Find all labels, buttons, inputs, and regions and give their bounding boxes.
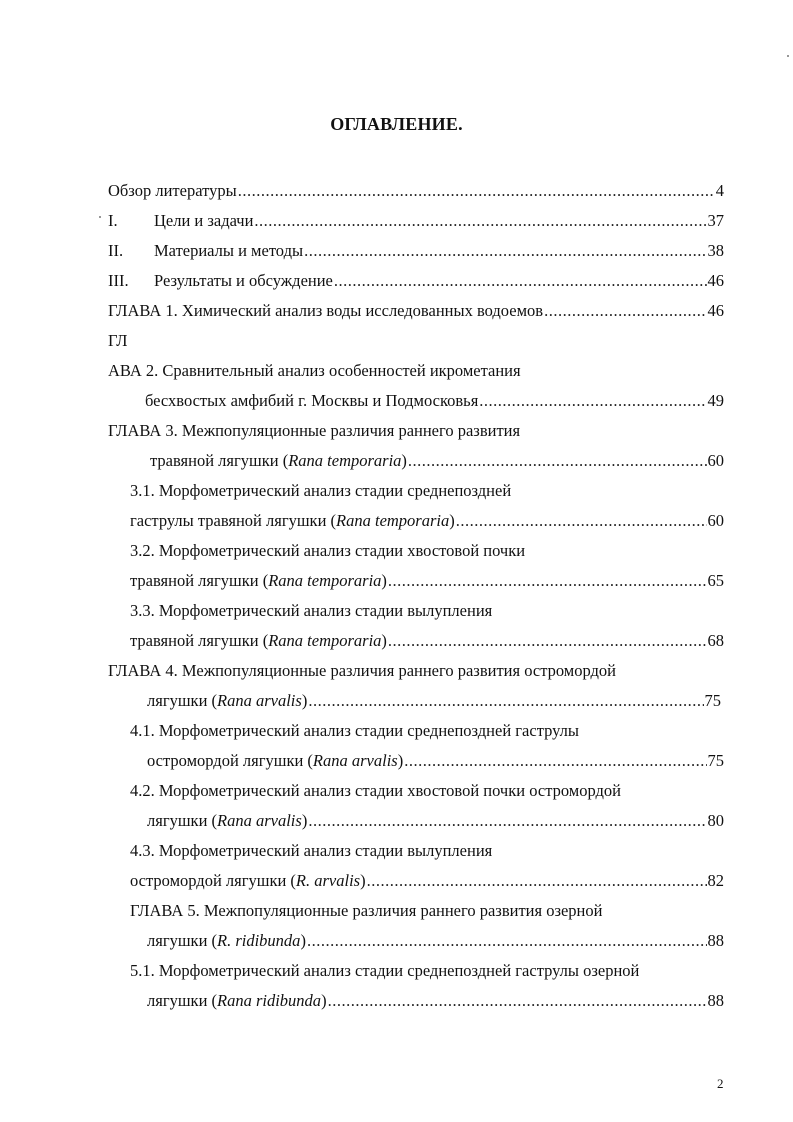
- toc-page: 80: [707, 811, 724, 830]
- species-name: Rana temporaria: [268, 571, 382, 590]
- toc-entry[interactable]: остромордой лягушки (Rana arvalis) ..... 75: [147, 751, 724, 771]
- toc-entry[interactable]: [130, 601, 492, 621]
- toc-page: 60: [707, 511, 724, 530]
- toc-leader: [544, 301, 706, 321]
- toc-entry[interactable]: [108, 271, 724, 291]
- toc-entry[interactable]: [130, 721, 579, 741]
- toc-entry[interactable]: [108, 181, 724, 201]
- toc-entry-text: бесхвостых амфибий г. Москвы и Подмосковья: [145, 391, 479, 410]
- toc-entry-text: Цели и задачи: [154, 211, 254, 230]
- toc-entry[interactable]: травяной лягушки (Rana temporaria) ..... 68: [130, 631, 724, 651]
- toc-entry-text: Обзор литературы: [108, 181, 237, 200]
- scan-speck: [99, 216, 101, 218]
- toc-entry[interactable]: лягушки (R. ridibunda) ..... 88: [147, 931, 724, 951]
- toc-page: 65: [707, 571, 724, 590]
- toc-entry[interactable]: остромордой лягушки (R. arvalis) ..... 82: [130, 871, 724, 891]
- toc-leader: [388, 631, 707, 651]
- species-name: Rana temporaria: [268, 631, 382, 650]
- toc-entry[interactable]: [130, 481, 511, 501]
- toc-page: 46: [707, 271, 724, 290]
- toc-entry[interactable]: гаструлы травяной лягушки (Rana temporaria) ..... 60: [130, 511, 724, 531]
- species-name: Rana temporaria: [336, 511, 450, 530]
- toc-entry-text: остромордой лягушки (: [130, 871, 296, 890]
- toc-page: 38: [707, 241, 724, 260]
- toc-page: 75: [704, 691, 721, 710]
- toc-page: 49: [707, 391, 724, 410]
- toc-leader: [308, 811, 706, 831]
- toc-entry[interactable]: [130, 961, 639, 981]
- toc-leader: [238, 181, 715, 201]
- toc-entry-text: травяной лягушки (: [150, 451, 289, 470]
- toc-entry[interactable]: [108, 241, 724, 261]
- toc-entry[interactable]: [108, 331, 128, 351]
- toc-entry[interactable]: [130, 781, 621, 801]
- toc-entry[interactable]: [108, 301, 724, 321]
- toc-title: ОГЛАВЛЕНИЕ.: [330, 114, 463, 134]
- toc-entry[interactable]: [130, 901, 602, 921]
- toc-entry[interactable]: [108, 421, 520, 441]
- toc-entry[interactable]: [130, 541, 525, 561]
- toc-leader: [408, 451, 707, 471]
- toc-page: 37: [707, 211, 724, 230]
- toc-leader: [456, 511, 707, 531]
- toc-page: 46: [707, 301, 724, 320]
- species-name: R. ridibunda: [217, 931, 301, 950]
- toc-entry-text: лягушки (: [147, 931, 218, 950]
- toc-entry[interactable]: лягушки (Rana ridibunda) ..... 88: [147, 991, 724, 1011]
- toc-entry-text: ГЛАВА 5. Межпопуляционные различия раннего развития озерной: [130, 901, 603, 920]
- toc-leader: [304, 241, 706, 261]
- toc-page: 68: [707, 631, 724, 650]
- scan-speck: [787, 55, 789, 57]
- toc-entry-text: 4.3. Морфометрический анализ стадии вылупления: [130, 841, 493, 860]
- toc-entry-text: лягушки (: [147, 991, 218, 1010]
- toc-leader: [388, 571, 707, 591]
- toc-page: 75: [707, 751, 724, 770]
- species-name: Rana arvalis: [217, 691, 302, 710]
- toc-entry-text: остромордой лягушки (: [147, 751, 313, 770]
- toc-leader: [367, 871, 707, 891]
- toc-leader: [479, 391, 706, 411]
- species-name: R. arvalis: [295, 871, 361, 890]
- toc-leader: [254, 211, 706, 231]
- toc-entry-number: III.: [108, 271, 129, 290]
- page-number: 2: [717, 1076, 724, 1091]
- toc-entry[interactable]: травяной лягушки (Rana temporaria) ..... 60: [150, 451, 724, 471]
- toc-entry-text: ГЛАВА 3. Межпопуляционные различия раннего развития: [108, 421, 521, 440]
- toc-entry-number: I.: [108, 211, 118, 230]
- toc-entry[interactable]: [130, 841, 492, 861]
- toc-entry-text: 3.1. Морфометрический анализ стадии среднепоздней: [130, 481, 512, 500]
- toc-leader: [308, 691, 703, 711]
- toc-leader: [334, 271, 707, 291]
- toc-entry-text: 3.2. Морфометрический анализ стадии хвостовой почки: [130, 541, 526, 560]
- toc-leader: [328, 991, 707, 1011]
- toc-entry-text: 5.1. Морфометрический анализ стадии среднепоздней гаструлы озерной: [130, 961, 640, 980]
- toc-entry[interactable]: [108, 211, 724, 231]
- toc-page: 82: [707, 871, 724, 890]
- toc-entry-text: 4.1. Морфометрический анализ стадии среднепоздней гаструлы: [130, 721, 579, 740]
- toc-entry-text: Результаты и обсуждение: [154, 271, 333, 290]
- toc-page: 60: [707, 451, 724, 470]
- toc-page: 4: [715, 181, 724, 200]
- toc-entry-text: ГЛ: [108, 331, 128, 350]
- toc-entry-text: лягушки (: [147, 691, 218, 710]
- toc-entry[interactable]: [145, 391, 724, 411]
- toc-entry[interactable]: [108, 361, 521, 381]
- species-name: Rana ridibunda: [217, 991, 322, 1010]
- toc-entry-text: 3.3. Морфометрический анализ стадии вылупления: [130, 601, 493, 620]
- toc-entry-text: гаструлы травяной лягушки (: [130, 511, 337, 530]
- toc-entry-text: лягушки (: [147, 811, 218, 830]
- toc-leader: [404, 751, 706, 771]
- toc-page: 88: [707, 931, 724, 950]
- toc-entry[interactable]: лягушки (Rana arvalis) ..... 80: [147, 811, 724, 831]
- toc-entry-text: АВА 2. Сравнительный анализ особенностей икрометания: [108, 361, 521, 380]
- toc-entry-text: Материалы и методы: [154, 241, 304, 260]
- toc-entry-text: ГЛАВА 4. Межпопуляционные различия раннего развития остромордой: [108, 661, 616, 680]
- toc-entry[interactable]: [108, 661, 616, 681]
- species-name: Rana temporaria: [288, 451, 402, 470]
- toc-entry-text: травяной лягушки (: [130, 631, 269, 650]
- toc-leader: [307, 931, 707, 951]
- toc-entry-text: травяной лягушки (: [130, 571, 269, 590]
- toc-entry-text: ГЛАВА 1. Химический анализ воды исследованных водоемов: [108, 301, 544, 320]
- toc-entry[interactable]: травяной лягушки (Rana temporaria) ..... 65: [130, 571, 724, 591]
- toc-entry-number: II.: [108, 241, 124, 260]
- toc-entry[interactable]: лягушки (Rana arvalis) ..... 75: [147, 691, 721, 711]
- species-name: Rana arvalis: [217, 811, 302, 830]
- toc-page: 88: [707, 991, 724, 1010]
- toc-entry-text: 4.2. Морфометрический анализ стадии хвостовой почки остромордой: [130, 781, 621, 800]
- species-name: Rana arvalis: [312, 751, 398, 770]
